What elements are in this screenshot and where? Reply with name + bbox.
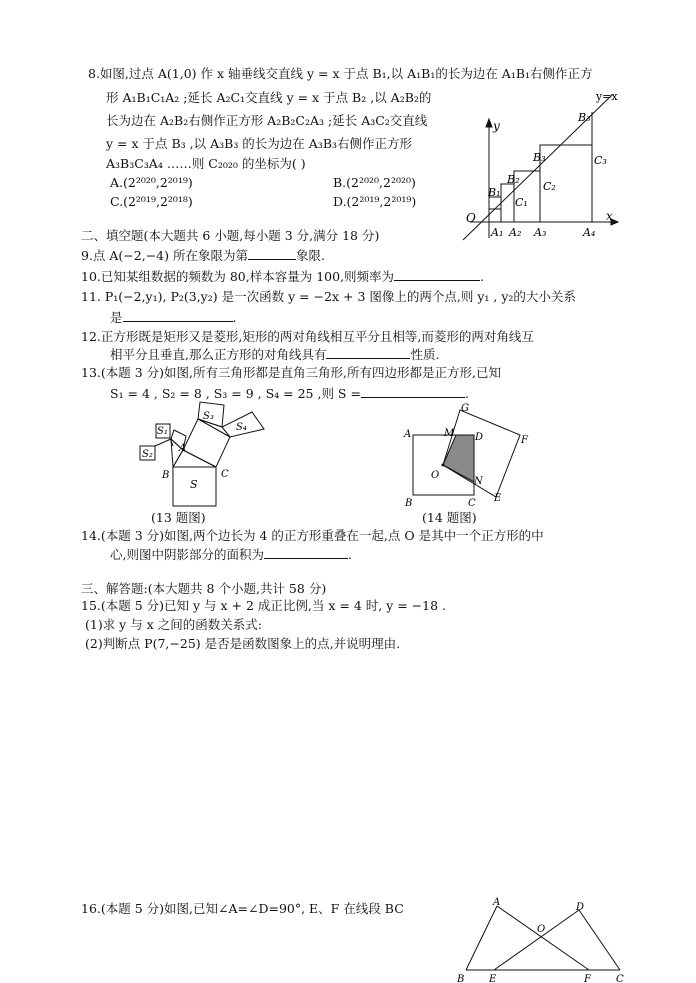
q8-line1: 8.如图,过点 A(1,0) 作 x 轴垂线交直线 y = x 于点 B₁,以 A₁B₁的长为边在 A₁B₁右侧作正方: [88, 66, 593, 81]
q9-post: 象限.: [295, 248, 325, 263]
fig14-n: N: [474, 476, 483, 487]
q12-line1: 12.正方形既是矩形又是菱形,矩形的两对角线相互平分且相等,而菱形的两对角线互: [81, 329, 534, 344]
fig14-d: D: [475, 432, 484, 443]
q8-fig-a2: A₂: [509, 226, 522, 239]
q8-fig-c3: C₃: [594, 154, 607, 167]
q10-answer-blank[interactable]: [394, 268, 480, 281]
section-3-heading: 三、解答题:(本大题共 8 个小题,共计 58 分): [81, 581, 327, 596]
fig13-s4: S₄: [236, 422, 247, 433]
fig16-b: B: [457, 974, 465, 983]
fig14-caption: (14 题图): [422, 510, 477, 525]
q8-fig-a4: A₄: [583, 226, 596, 239]
q10: [81, 268, 484, 285]
fig13-a: A: [179, 443, 187, 454]
fig13-s: S: [190, 478, 198, 491]
q8-fig-b4: B₃: [578, 111, 591, 124]
fig13-caption: (13 题图): [151, 510, 206, 525]
q8-option-c: C.(2²⁰¹⁹,2²⁰¹⁸): [110, 194, 193, 209]
q15-line3: (2)判断点 P(7,−25) 是否是函数图象上的点,并说明理由.: [85, 636, 401, 651]
q16-line1: 16.(本题 5 分)如图,已知∠A=∠D=90°, E、F 在线段 BC: [81, 901, 404, 916]
q15-line1: 15.(本题 5 分)已知 y 与 x + 2 成正比例,当 x = 4 时, y = −18 .: [81, 598, 447, 613]
q8-fig-b3: B₃: [533, 151, 546, 164]
q15-line2: (1)求 y 与 x 之间的函数关系式:: [85, 617, 262, 632]
q14-l2-post: .: [347, 547, 352, 562]
q8-option-d: D.(2²⁰¹⁹,2²⁰¹⁹): [333, 194, 417, 209]
q9-answer-blank[interactable]: [248, 247, 296, 260]
fig13-s1: S₁: [157, 426, 168, 437]
fig13-s2: S₂: [142, 449, 153, 460]
q8-fig-c2: C₂: [543, 180, 556, 193]
fig14-b: B: [405, 498, 413, 509]
fig13-s3: S₃: [203, 411, 214, 422]
q8-line3: 长为边在 A₂B₂右侧作正方形 A₂B₂C₂A₃ ;延长 A₃C₂交直线: [106, 113, 428, 128]
q14-line2: [110, 546, 352, 563]
fig14-o: O: [431, 470, 440, 481]
q8-fig-y: y: [493, 119, 500, 133]
fig14-g: G: [461, 403, 469, 414]
q10-post: .: [480, 269, 485, 284]
fig16-c: C: [616, 974, 624, 983]
q13-l2-post: .: [464, 386, 469, 401]
q8-figure: [455, 88, 630, 243]
q8-line2: 形 A₁B₁C₁A₂ ;延长 A₂C₁交直线 y = x 于点 B₂ ,以 A₂B₂的: [106, 90, 432, 105]
fig16-o: O: [537, 924, 546, 935]
q8-fig-o: O: [466, 211, 476, 225]
fig14-m: M: [444, 428, 455, 439]
q12-l2-pre: 相平分且垂直,那么正方形的对角线具有: [110, 347, 327, 362]
q8-fig-c1: C₁: [515, 196, 528, 209]
q13-answer-blank[interactable]: [361, 385, 465, 398]
fig14-e: E: [494, 493, 502, 504]
q8-fig-x: x: [606, 209, 613, 223]
fig13-c: C: [221, 469, 229, 480]
q14-answer-blank[interactable]: [264, 546, 348, 559]
fig16-a: A: [493, 897, 501, 908]
q12-answer-blank[interactable]: [326, 346, 410, 359]
q8-fig-line-label: y=x: [596, 90, 618, 103]
fig14-f: F: [521, 435, 528, 446]
q8-fig-a1: A₁: [491, 226, 504, 239]
q9-pre: 9.点 A(−2,−4) 所在象限为第: [81, 248, 248, 263]
fig14-a: A: [404, 429, 412, 440]
fig16: [452, 893, 627, 983]
fig16-d: D: [576, 902, 585, 913]
q12-l2-post: 性质.: [410, 347, 440, 362]
q8-line4: y = x 于点 B₃ ,以 A₃B₃ 的长为边在 A₃B₃右侧作正方形: [106, 136, 413, 151]
q10-pre: 10.已知某组数据的频数为 80,样本容量为 100,则频率为: [81, 269, 395, 284]
q11-line1: 11. P₁(−2,y₁), P₂(3,y₂) 是一次函数 y = −2x + 3 图像上的两个点,则 y₁ , y₂的大小关系: [81, 289, 576, 304]
q8-line5: A₃B₃C₃A₄ ……则 C₂₀₂₀ 的坐标为( ): [106, 156, 306, 171]
fig16-f: F: [584, 974, 591, 983]
q13-line1: 13.(本题 3 分)如图,所有三角形都是直角三角形,所有四边形都是正方形,已知: [81, 365, 501, 380]
q8-option-a: A.(2²⁰²⁰,2²⁰¹⁹): [110, 175, 193, 190]
q11-answer-blank[interactable]: [123, 309, 233, 322]
q14-l2-pre: 心,则图中阴影部分的面积为: [110, 547, 264, 562]
q11-line2: [110, 309, 237, 326]
q8-fig-b1: B₁: [488, 186, 501, 199]
q9: [81, 247, 325, 264]
q11-l2-post: .: [232, 310, 237, 325]
q11-l2-pre: 是: [110, 310, 123, 325]
fig13-b: B: [162, 470, 170, 481]
q14-line1: 14.(本题 3 分)如图,两个边长为 4 的正方形重叠在一起,点 O 是其中一个正方形的中: [81, 528, 544, 543]
q8-option-b: B.(2²⁰²⁰,2²⁰²⁰): [333, 175, 416, 190]
section-2-heading: 二、填空题(本大题共 6 小题,每小题 3 分,满分 18 分): [81, 228, 380, 243]
q8-fig-a3: A₃: [534, 226, 547, 239]
q13-l2-pre: S₁ = 4 , S₂ = 8 , S₃ = 9 , S₄ = 25 ,则 S =: [110, 386, 361, 401]
q8-fig-b2: B₂: [507, 173, 520, 186]
q12-line2: [110, 346, 439, 363]
fig16-e: E: [489, 974, 497, 983]
fig14-c: C: [468, 498, 476, 509]
